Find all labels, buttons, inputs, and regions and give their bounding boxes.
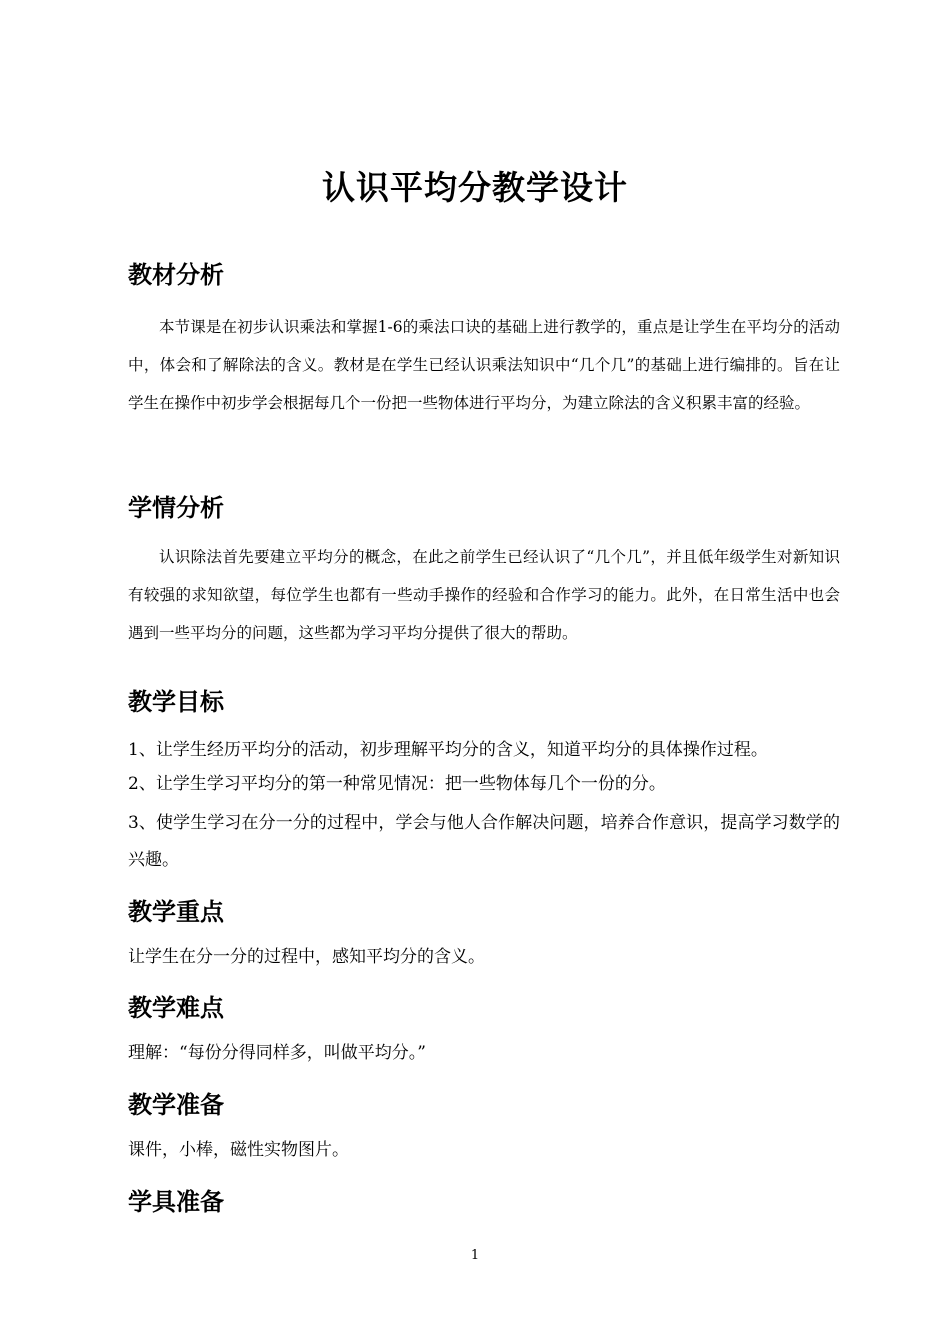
objective-item-1: 1、让学生经历平均分的活动，初步理解平均分的含义，知道平均分的具体操作过程。 xyxy=(128,740,768,760)
objective-item-2: 2、让学生学习平均分的第一种常见情况：把一些物体每几个一份的分。 xyxy=(128,774,666,794)
page-number: 1 xyxy=(470,1248,480,1263)
difficulties-text: 理解：“每份分得同样多，叫做平均分。” xyxy=(128,1043,426,1063)
heading-preparation: 教学准备 xyxy=(128,1091,224,1119)
paragraph-student-analysis: 认识除法首先要建立平均分的概念，在此之前学生已经认识了“几个几”，并且低年级学生对新知识有较强的求知欲望，每位学生也都有一些动手操作的经验和合作学习的能力。此外，在日常生活中也会遇到一些平均分的问题，这些都为学习平均分提供了很大的帮助。 xyxy=(128,548,840,642)
heading-difficulties: 教学难点 xyxy=(128,994,224,1022)
heading-objectives: 教学目标 xyxy=(128,688,224,716)
heading-student-analysis: 学情分析 xyxy=(128,494,224,522)
objective-item-3: 3、使学生学习在分一分的过程中，学会与他人合作解决问题，培养合作意识，提高学习数学的兴趣。 xyxy=(128,813,840,870)
heading-key-points: 教学重点 xyxy=(128,898,224,926)
paragraph-material-analysis: 本节课是在初步认识乘法和掌握1-6的乘法口诀的基础上进行教学的，重点是让学生在平均分的活动中，体会和了解除法的含义。教材是在学生已经认识乘法知识中“几个几”的基础上进行编排的。旨在让学生在操作中初步学会根据每几个一份把一些物体进行平均分，为建立除法的含义积累丰富的经验。 xyxy=(128,318,840,412)
key-points-text: 让学生在分一分的过程中，感知平均分的含义。 xyxy=(128,947,485,967)
heading-student-preparation: 学具准备 xyxy=(128,1188,224,1216)
preparation-text: 课件，小棒，磁性实物图片。 xyxy=(128,1140,349,1160)
document-title: 认识平均分教学设计 xyxy=(322,168,628,207)
heading-material-analysis: 教材分析 xyxy=(128,261,224,289)
